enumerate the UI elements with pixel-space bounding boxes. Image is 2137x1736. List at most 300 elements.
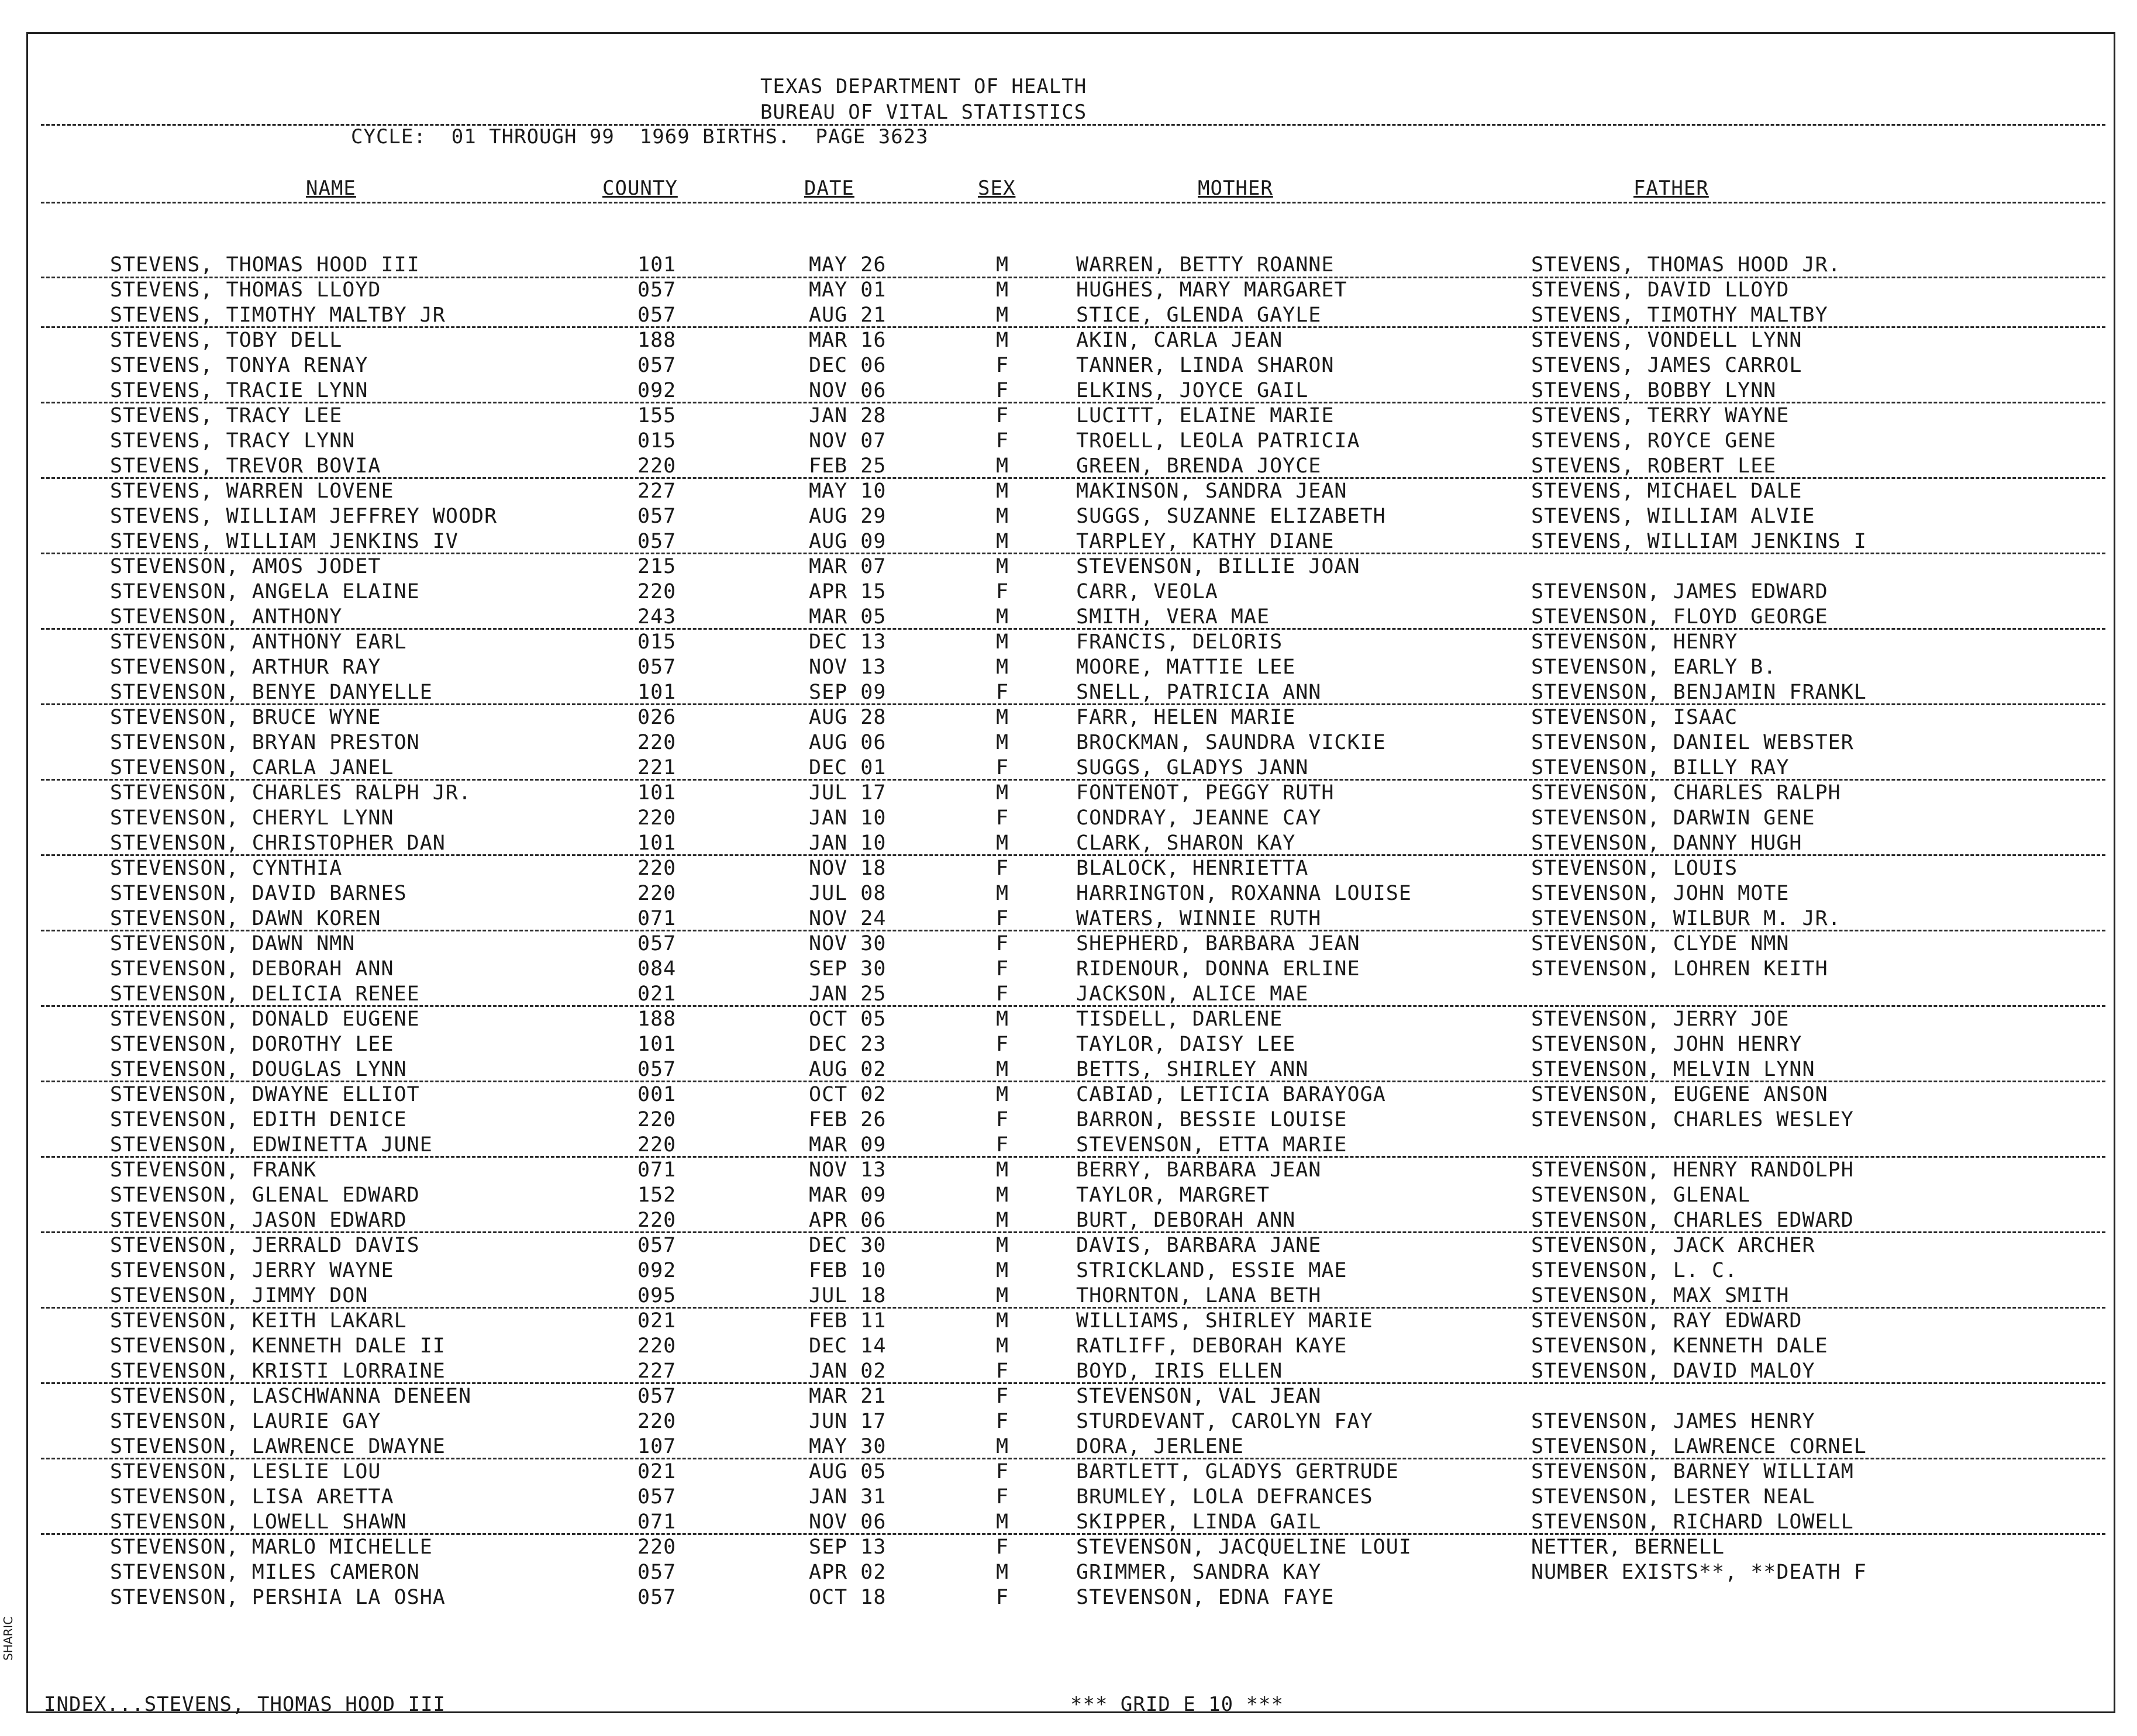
cell-date: JAN 25	[809, 982, 887, 1006]
cell-county: 021	[637, 982, 677, 1006]
cell-mother: RIDENOUR, DONNA ERLINE	[1076, 957, 1360, 981]
cell-county: 220	[637, 1108, 677, 1131]
cell-date: MAY 10	[809, 479, 887, 503]
table-row	[0, 1082, 2137, 1107]
cell-sex: F	[996, 1410, 1009, 1433]
cell-name: STEVENSON, JERRY WAYNE	[110, 1259, 394, 1282]
cell-sex: M	[996, 781, 1009, 805]
cell-father: STEVENSON, EARLY B.	[1531, 655, 1777, 679]
cell-mother: CARR, VEOLA	[1076, 580, 1218, 603]
side-mark: SHARIC	[1, 1616, 15, 1661]
cell-name: STEVENSON, DELICIA RENEE	[110, 982, 420, 1006]
cell-father: STEVENSON, LESTER NEAL	[1531, 1485, 1815, 1509]
cell-father: STEVENSON, HENRY RANDOLPH	[1531, 1158, 1854, 1182]
cell-county: 220	[637, 882, 677, 905]
cell-mother: STURDEVANT, CAROLYN FAY	[1076, 1410, 1373, 1433]
cell-sex: M	[996, 1284, 1009, 1307]
cell-county: 057	[637, 655, 677, 679]
cell-father: STEVENSON, RAY EDWARD	[1531, 1309, 1802, 1333]
cell-father: STEVENSON, ISAAC	[1531, 706, 1738, 729]
index-label: INDEX...STEVENS, THOMAS HOOD III	[44, 1693, 446, 1716]
cell-county: 220	[637, 1334, 677, 1358]
cell-name: STEVENS, TOBY DELL	[110, 329, 343, 352]
cell-date: JUL 18	[809, 1284, 887, 1307]
cell-date: MAY 30	[809, 1435, 887, 1458]
cell-date: FEB 26	[809, 1108, 887, 1131]
table-row	[0, 253, 2137, 277]
cell-name: STEVENSON, ARTHUR RAY	[110, 655, 381, 679]
table-row	[0, 1208, 2137, 1233]
cell-sex: F	[996, 580, 1009, 603]
cell-county: 107	[637, 1435, 677, 1458]
cell-father: STEVENS, WILLIAM ALVIE	[1531, 505, 1815, 528]
cell-mother: TAYLOR, DAISY LEE	[1076, 1033, 1296, 1056]
cell-name: STEVENSON, DWAYNE ELLIOT	[110, 1083, 420, 1106]
cell-sex: M	[996, 1435, 1009, 1458]
cell-sex: F	[996, 379, 1009, 402]
cell-name: STEVENSON, ANGELA ELAINE	[110, 580, 420, 603]
cell-date: SEP 13	[809, 1535, 887, 1559]
cell-county: 057	[637, 1234, 677, 1257]
cell-father: STEVENSON, MAX SMITH	[1531, 1284, 1790, 1307]
cell-sex: F	[996, 1385, 1009, 1408]
cell-mother: BRUMLEY, LOLA DEFRANCES	[1076, 1485, 1373, 1509]
cell-date: AUG 29	[809, 505, 887, 528]
cell-sex: M	[996, 505, 1009, 528]
cell-county: 220	[637, 1535, 677, 1559]
cell-date: MAR 09	[809, 1183, 887, 1207]
cell-mother: STEVENSON, ETTA MARIE	[1076, 1133, 1347, 1157]
cell-date: MAR 09	[809, 1133, 887, 1157]
cell-mother: TROELL, LEOLA PATRICIA	[1076, 429, 1360, 453]
cell-father: STEVENSON, CHARLES RALPH	[1531, 781, 1841, 805]
cell-date: NOV 06	[809, 1510, 887, 1534]
cell-county: 243	[637, 605, 677, 629]
cell-county: 221	[637, 756, 677, 779]
cell-county: 227	[637, 1359, 677, 1383]
cell-father: STEVENSON, DARWIN GENE	[1531, 806, 1815, 830]
cell-date: DEC 23	[809, 1033, 887, 1056]
table-row	[0, 1258, 2137, 1283]
cell-sex: M	[996, 1234, 1009, 1257]
cell-name: STEVENSON, DONALD EUGENE	[110, 1007, 420, 1031]
cell-father: STEVENSON, CHARLES EDWARD	[1531, 1209, 1854, 1232]
cell-county: 220	[637, 731, 677, 754]
cell-father: STEVENSON, BENJAMIN FRANKL	[1531, 681, 1867, 704]
cell-county: 057	[637, 505, 677, 528]
table-row	[0, 1032, 2137, 1057]
cell-father: STEVENSON, LOHREN KEITH	[1531, 957, 1828, 981]
cell-county: 015	[637, 630, 677, 654]
cell-mother: GRIMMER, SANDRA KAY	[1076, 1561, 1322, 1584]
cell-county: 057	[637, 1385, 677, 1408]
cell-sex: M	[996, 530, 1009, 553]
table-row	[0, 931, 2137, 956]
cell-father: NUMBER EXISTS**, **DEATH F	[1531, 1561, 1867, 1584]
table-row	[0, 1560, 2137, 1585]
cell-mother: HUGHES, MARY MARGARET	[1076, 278, 1347, 302]
cell-name: STEVENSON, KEITH LAKARL	[110, 1309, 407, 1333]
cell-county: 101	[637, 1033, 677, 1056]
cell-mother: WARREN, BETTY ROANNE	[1076, 253, 1335, 277]
cell-date: SEP 30	[809, 957, 887, 981]
cell-date: DEC 14	[809, 1334, 887, 1358]
column-header-date: DATE	[804, 177, 854, 200]
table-row	[0, 529, 2137, 554]
cell-name: STEVENS, WILLIAM JEFFREY WOODR	[110, 505, 498, 528]
department-title: TEXAS DEPARTMENT OF HEALTH	[760, 75, 1087, 98]
cell-father: STEVENSON, CHARLES WESLEY	[1531, 1108, 1854, 1131]
cell-name: STEVENS, THOMAS HOOD III	[110, 253, 420, 277]
cell-mother: SMITH, VERA MAE	[1076, 605, 1270, 629]
cell-name: STEVENSON, EDITH DENICE	[110, 1108, 407, 1131]
cell-mother: CABIAD, LETICIA BARAYOGA	[1076, 1083, 1386, 1106]
cell-county: 215	[637, 555, 677, 578]
cell-mother: WATERS, WINNIE RUTH	[1076, 907, 1322, 930]
cell-county: 057	[637, 530, 677, 553]
cell-sex: M	[996, 278, 1009, 302]
cell-date: APR 02	[809, 1561, 887, 1584]
cell-name: STEVENSON, CHERYL LYNN	[110, 806, 394, 830]
cell-name: STEVENSON, DAWN KOREN	[110, 907, 381, 930]
table-row	[0, 1459, 2137, 1484]
cell-sex: M	[996, 329, 1009, 352]
cell-county: 220	[637, 580, 677, 603]
cell-mother: BARRON, BESSIE LOUISE	[1076, 1108, 1347, 1131]
cell-date: NOV 06	[809, 379, 887, 402]
cell-name: STEVENSON, LOWELL SHAWN	[110, 1510, 407, 1534]
cell-name: STEVENSON, PERSHIA LA OSHA	[110, 1586, 446, 1609]
table-row	[0, 1283, 2137, 1308]
table-row	[0, 1309, 2137, 1333]
cell-name: STEVENSON, BRUCE WYNE	[110, 706, 381, 729]
cell-county: 057	[637, 1561, 677, 1584]
table-row	[0, 504, 2137, 529]
cell-father: STEVENSON, JAMES HENRY	[1531, 1410, 1815, 1433]
cell-name: STEVENS, TREVOR BOVIA	[110, 454, 381, 478]
cell-name: STEVENSON, EDWINETTA JUNE	[110, 1133, 433, 1157]
cell-mother: CONDRAY, JEANNE CAY	[1076, 806, 1322, 830]
table-row	[0, 353, 2137, 378]
cell-county: 057	[637, 1485, 677, 1509]
cell-county: 101	[637, 781, 677, 805]
cell-date: DEC 30	[809, 1234, 887, 1257]
cell-father: STEVENSON, CLYDE NMN	[1531, 932, 1790, 955]
cell-sex: M	[996, 1183, 1009, 1207]
cell-mother: SHEPHERD, BARBARA JEAN	[1076, 932, 1360, 955]
table-row	[0, 1133, 2137, 1157]
cell-date: MAR 21	[809, 1385, 887, 1408]
cell-county: 220	[637, 454, 677, 478]
cell-sex: F	[996, 1460, 1009, 1483]
cell-sex: M	[996, 253, 1009, 277]
table-row	[0, 680, 2137, 705]
cell-father: STEVENSON, GLENAL	[1531, 1183, 1751, 1207]
cell-mother: SUGGS, SUZANNE ELIZABETH	[1076, 505, 1386, 528]
cell-name: STEVENSON, JIMMY DON	[110, 1284, 368, 1307]
cell-date: NOV 07	[809, 429, 887, 453]
cell-date: AUG 09	[809, 530, 887, 553]
cell-father: STEVENS, BOBBY LYNN	[1531, 379, 1777, 402]
cell-county: 220	[637, 857, 677, 880]
row-separator	[41, 277, 2105, 278]
table-row	[0, 655, 2137, 679]
cell-date: SEP 09	[809, 681, 887, 704]
cell-mother: DAVIS, BARBARA JANE	[1076, 1234, 1322, 1257]
cell-date: FEB 10	[809, 1259, 887, 1282]
cell-mother: RATLIFF, DEBORAH KAYE	[1076, 1334, 1347, 1358]
cell-county: 101	[637, 681, 677, 704]
table-row	[0, 1107, 2137, 1132]
cell-father: STEVENS, DAVID LLOYD	[1531, 278, 1790, 302]
table-row	[0, 1384, 2137, 1409]
cell-father: STEVENSON, JOHN MOTE	[1531, 882, 1790, 905]
cell-county: 071	[637, 1158, 677, 1182]
cell-name: STEVENSON, BENYE DANYELLE	[110, 681, 433, 704]
cell-father: STEVENSON, HENRY	[1531, 630, 1738, 654]
cell-county: 152	[637, 1183, 677, 1207]
cell-sex: F	[996, 1033, 1009, 1056]
cell-date: AUG 05	[809, 1460, 887, 1483]
cell-father: STEVENS, JAMES CARROL	[1531, 354, 1802, 377]
cell-date: MAR 05	[809, 605, 887, 629]
table-row	[0, 1183, 2137, 1207]
cell-name: STEVENSON, LISA ARETTA	[110, 1485, 394, 1509]
cell-name: STEVENSON, LAWRENCE DWAYNE	[110, 1435, 446, 1458]
cell-mother: TARPLEY, KATHY DIANE	[1076, 530, 1335, 553]
cell-county: 057	[637, 354, 677, 377]
cell-name: STEVENSON, JERRALD DAVIS	[110, 1234, 420, 1257]
table-row	[0, 1434, 2137, 1459]
table-row	[0, 1057, 2137, 1082]
cell-father: STEVENS, ROYCE GENE	[1531, 429, 1777, 453]
cell-father: STEVENSON, DAVID MALOY	[1531, 1359, 1815, 1383]
cell-name: STEVENS, TONYA RENAY	[110, 354, 368, 377]
cell-date: DEC 13	[809, 630, 887, 654]
cell-mother: STRICKLAND, ESSIE MAE	[1076, 1259, 1347, 1282]
cell-mother: BROCKMAN, SAUNDRA VICKIE	[1076, 731, 1386, 754]
cell-name: STEVENSON, CYNTHIA	[110, 857, 343, 880]
cell-father: STEVENS, ROBERT LEE	[1531, 454, 1777, 478]
cell-county: 220	[637, 806, 677, 830]
cell-father: STEVENSON, L. C.	[1531, 1259, 1738, 1282]
cell-county: 092	[637, 1259, 677, 1282]
cell-county: 001	[637, 1083, 677, 1106]
table-row	[0, 1007, 2137, 1031]
cell-date: MAY 01	[809, 278, 887, 302]
table-row	[0, 579, 2137, 604]
cell-date: JAN 31	[809, 1485, 887, 1509]
cell-date: APR 15	[809, 580, 887, 603]
cell-mother: TISDELL, DARLENE	[1076, 1007, 1283, 1031]
cell-mother: CLARK, SHARON KAY	[1076, 831, 1296, 855]
cell-sex: F	[996, 857, 1009, 880]
cell-date: NOV 24	[809, 907, 887, 930]
table-row	[0, 605, 2137, 629]
cell-name: STEVENSON, CHARLES RALPH JR.	[110, 781, 472, 805]
cell-date: AUG 21	[809, 303, 887, 327]
table-row	[0, 1233, 2137, 1258]
cell-mother: SNELL, PATRICIA ANN	[1076, 681, 1322, 704]
cell-date: JAN 10	[809, 831, 887, 855]
cell-date: MAR 16	[809, 329, 887, 352]
cell-father: STEVENSON, LOUIS	[1531, 857, 1738, 880]
cell-name: STEVENSON, CHRISTOPHER DAN	[110, 831, 446, 855]
cell-county: 092	[637, 379, 677, 402]
table-row	[0, 378, 2137, 403]
cell-mother: STEVENSON, VAL JEAN	[1076, 1385, 1322, 1408]
cell-date: JUL 17	[809, 781, 887, 805]
cell-county: 057	[637, 278, 677, 302]
cell-date: APR 06	[809, 1209, 887, 1232]
cell-name: STEVENSON, AMOS JODET	[110, 555, 381, 578]
cell-sex: M	[996, 630, 1009, 654]
cell-county: 026	[637, 706, 677, 729]
cell-mother: BETTS, SHIRLEY ANN	[1076, 1058, 1309, 1081]
table-row	[0, 755, 2137, 780]
cell-county: 057	[637, 1058, 677, 1081]
cell-county: 057	[637, 932, 677, 955]
cell-mother: FARR, HELEN MARIE	[1076, 706, 1296, 729]
cell-father: STEVENSON, WILBUR M. JR.	[1531, 907, 1841, 930]
cell-sex: M	[996, 479, 1009, 503]
table-row	[0, 303, 2137, 327]
cell-county: 095	[637, 1284, 677, 1307]
cell-name: STEVENSON, KRISTI LORRAINE	[110, 1359, 446, 1383]
cell-date: DEC 01	[809, 756, 887, 779]
cell-sex: M	[996, 1510, 1009, 1534]
cell-date: JAN 28	[809, 404, 887, 427]
cell-father: STEVENSON, JAMES EDWARD	[1531, 580, 1828, 603]
cell-sex: F	[996, 1485, 1009, 1509]
cell-mother: HARRINGTON, ROXANNA LOUISE	[1076, 882, 1412, 905]
cell-name: STEVENSON, LASCHWANNA DENEEN	[110, 1385, 472, 1408]
cell-mother: BURT, DEBORAH ANN	[1076, 1209, 1296, 1232]
cell-mother: THORNTON, LANA BETH	[1076, 1284, 1322, 1307]
cell-date: MAR 07	[809, 555, 887, 578]
cell-sex: M	[996, 706, 1009, 729]
cell-name: STEVENS, WILLIAM JENKINS IV	[110, 530, 459, 553]
cell-county: 155	[637, 404, 677, 427]
cell-county: 220	[637, 1133, 677, 1157]
column-header-father: FATHER	[1633, 177, 1709, 200]
cell-date: JUN 17	[809, 1410, 887, 1433]
cell-sex: F	[996, 1133, 1009, 1157]
cell-father: STEVENSON, BILLY RAY	[1531, 756, 1790, 779]
cell-name: STEVENS, THOMAS LLOYD	[110, 278, 381, 302]
table-row	[0, 630, 2137, 654]
cell-sex: M	[996, 831, 1009, 855]
cell-name: STEVENSON, DAWN NMN	[110, 932, 356, 955]
cell-date: AUG 28	[809, 706, 887, 729]
cell-sex: F	[996, 429, 1009, 453]
cell-name: STEVENSON, GLENAL EDWARD	[110, 1183, 420, 1207]
cell-date: JAN 02	[809, 1359, 887, 1383]
cell-sex: F	[996, 404, 1009, 427]
table-row	[0, 705, 2137, 730]
cell-mother: AKIN, CARLA JEAN	[1076, 329, 1283, 352]
table-row	[0, 278, 2137, 302]
bureau-title: BUREAU OF VITAL STATISTICS	[760, 101, 1087, 124]
cell-date: NOV 18	[809, 857, 887, 880]
column-header-rule	[41, 202, 2105, 203]
cell-father: STEVENSON, JACK ARCHER	[1531, 1234, 1815, 1257]
cell-mother: BARTLETT, GLADYS GERTRUDE	[1076, 1460, 1399, 1483]
cell-sex: F	[996, 806, 1009, 830]
cell-sex: M	[996, 1561, 1009, 1584]
cell-sex: F	[996, 1359, 1009, 1383]
cell-father: STEVENSON, BARNEY WILLIAM	[1531, 1460, 1854, 1483]
cell-sex: F	[996, 1586, 1009, 1609]
cell-date: OCT 18	[809, 1586, 887, 1609]
table-row	[0, 1409, 2137, 1434]
table-row	[0, 454, 2137, 478]
cell-county: 071	[637, 1510, 677, 1534]
cell-county: 071	[637, 907, 677, 930]
cell-date: AUG 02	[809, 1058, 887, 1081]
cell-name: STEVENSON, ANTHONY EARL	[110, 630, 407, 654]
cell-sex: F	[996, 907, 1009, 930]
cell-name: STEVENSON, DAVID BARNES	[110, 882, 407, 905]
cell-father: STEVENS, MICHAEL DALE	[1531, 479, 1802, 503]
cell-county: 188	[637, 329, 677, 352]
cell-mother: STEVENSON, JACQUELINE LOUI	[1076, 1535, 1412, 1559]
table-row	[0, 957, 2137, 981]
cell-mother: FONTENOT, PEGGY RUTH	[1076, 781, 1335, 805]
cell-father: STEVENSON, KENNETH DALE	[1531, 1334, 1828, 1358]
cell-mother: GREEN, BRENDA JOYCE	[1076, 454, 1322, 478]
cell-mother: STEVENSON, BILLIE JOAN	[1076, 555, 1360, 578]
cell-name: STEVENSON, JASON EDWARD	[110, 1209, 407, 1232]
cell-father: STEVENS, TIMOTHY MALTBY	[1531, 303, 1828, 327]
cell-date: JUL 08	[809, 882, 887, 905]
table-row	[0, 906, 2137, 931]
cell-mother: LUCITT, ELAINE MARIE	[1076, 404, 1335, 427]
cell-sex: F	[996, 932, 1009, 955]
cell-sex: F	[996, 1108, 1009, 1131]
cell-sex: F	[996, 982, 1009, 1006]
cell-county: 015	[637, 429, 677, 453]
cell-mother: TANNER, LINDA SHARON	[1076, 354, 1335, 377]
table-row	[0, 429, 2137, 453]
cell-name: STEVENSON, MARLO MICHELLE	[110, 1535, 433, 1559]
cell-sex: M	[996, 1259, 1009, 1282]
cell-sex: F	[996, 756, 1009, 779]
cell-name: STEVENSON, DOUGLAS LYNN	[110, 1058, 407, 1081]
column-header-county: COUNTY	[602, 177, 678, 200]
column-header-name: NAME	[306, 177, 356, 200]
cell-name: STEVENSON, LAURIE GAY	[110, 1410, 381, 1433]
table-row	[0, 1334, 2137, 1358]
cell-date: OCT 05	[809, 1007, 887, 1031]
cell-mother: MAKINSON, SANDRA JEAN	[1076, 479, 1347, 503]
cell-father: STEVENSON, JERRY JOE	[1531, 1007, 1790, 1031]
cell-father: NETTER, BERNELL	[1531, 1535, 1725, 1559]
table-row	[0, 881, 2137, 906]
grid-label: *** GRID E 10 ***	[1070, 1693, 1284, 1716]
cell-father: STEVENS, VONDELL LYNN	[1531, 329, 1802, 352]
table-row	[0, 479, 2137, 503]
cell-sex: F	[996, 681, 1009, 704]
cell-date: NOV 13	[809, 655, 887, 679]
cell-mother: STICE, GLENDA GAYLE	[1076, 303, 1322, 327]
cell-county: 220	[637, 1209, 677, 1232]
cell-father: STEVENSON, FLOYD GEORGE	[1531, 605, 1828, 629]
cycle-line: CYCLE: 01 THROUGH 99 1969 BIRTHS. PAGE 3623	[351, 125, 929, 149]
cell-mother: DORA, JERLENE	[1076, 1435, 1244, 1458]
column-header-sex: SEX	[978, 177, 1016, 200]
cell-sex: M	[996, 1209, 1009, 1232]
